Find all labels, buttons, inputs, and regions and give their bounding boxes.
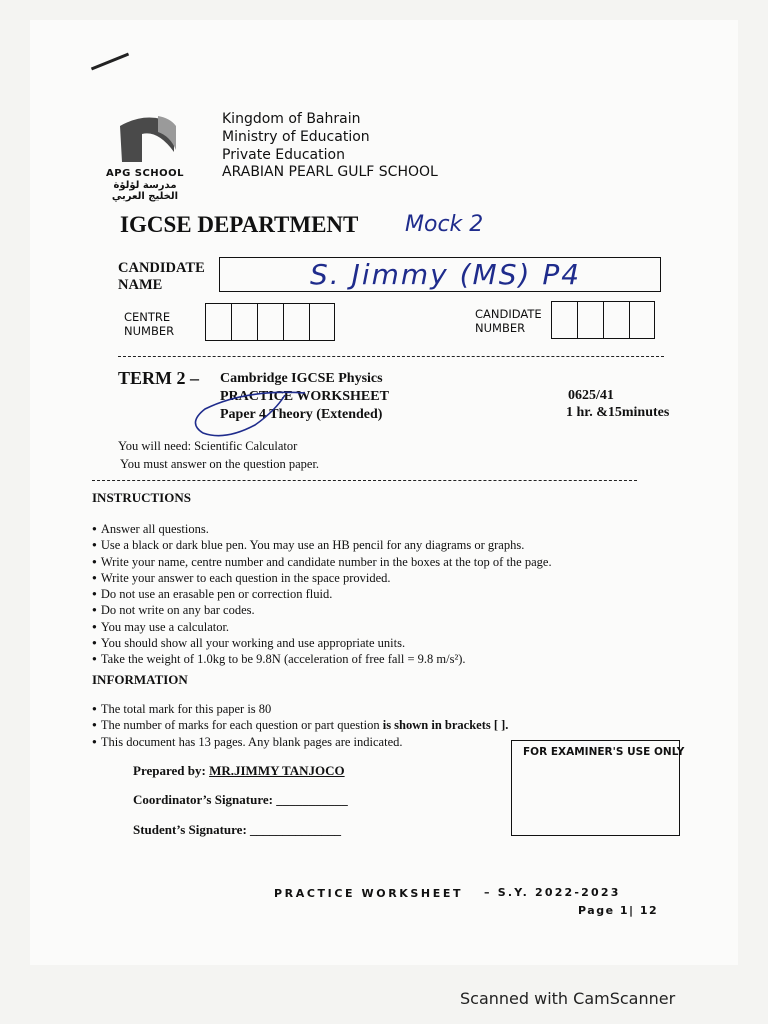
term-label: TERM 2 – — [118, 368, 199, 388]
camscanner-watermark: Scanned with CamScanner — [460, 989, 676, 1008]
footer-page-number: Page 1| 12 — [578, 904, 659, 917]
student-signature: Student’s Signature: ______________ — [133, 822, 342, 837]
handwritten-circle — [185, 385, 315, 445]
instruction-item: ● Do not write on any bar codes. — [92, 602, 552, 618]
need-calculator: You will need: Scientific Calculator — [118, 439, 298, 453]
footer-school-year: – S.Y. 2022-2023 — [484, 886, 621, 899]
prepared-by — [133, 763, 345, 779]
need-answer: You must answer on the question paper. — [120, 457, 320, 471]
header-line-school: ARABIAN PEARL GULF SCHOOL — [222, 164, 438, 180]
instruction-item: ● Write your answer to each question in the space provided. — [92, 570, 552, 586]
term-paper: Paper 4 Theory (Extended) — [220, 407, 383, 422]
handwritten-name: S. Jimmy (MS) P4 — [310, 258, 582, 291]
information-item — [92, 717, 508, 733]
information-item-bold: is shown in brackets [ ]. — [382, 718, 509, 733]
instructions-heading: INSTRUCTIONS — [92, 490, 191, 505]
header-line-private: Private Education — [222, 147, 345, 163]
handwritten-mock: Mock 2 — [405, 212, 484, 237]
department-title: IGCSE DEPARTMENT — [120, 212, 359, 237]
divider-1 — [118, 356, 664, 357]
instruction-item: ● Answer all questions. — [92, 521, 552, 537]
information-item-text: The number of marks for each question or part question — [100, 718, 383, 733]
logo-text-en: APG SCHOOL — [106, 168, 185, 179]
examiner-box-label: FOR EXAMINER'S USE ONLY — [523, 746, 685, 758]
candidate-number-label: CANDIDATE NUMBER — [475, 307, 542, 335]
candidate-number-boxes[interactable] — [551, 301, 655, 339]
footer-worksheet: PRACTICE WORKSHEET — [274, 887, 464, 900]
instruction-item: ● You may use a calculator. — [92, 619, 552, 635]
header-line-ministry: Ministry of Education — [222, 129, 370, 145]
instructions-list — [92, 521, 552, 668]
information-item: ● The total mark for this paper is 80 — [92, 701, 508, 717]
prepared-by-label: Prepared by: — [133, 763, 206, 778]
coordinator-signature: Coordinator’s Signature: ___________ — [133, 792, 348, 807]
logo-text-ar: مدرسة لؤلؤة الخليج العربي — [111, 180, 179, 202]
instruction-item: ● Take the weight of 1.0kg to be 9.8N (acceleration of free fall = 9.8 m/s²). — [92, 651, 552, 667]
paper-duration: 1 hr. &15minutes — [566, 405, 670, 420]
prepared-by-name: MR.JIMMY TANJOCO — [209, 763, 345, 778]
instruction-item: ● Write your name, centre number and candidate number in the boxes at the top of the page. — [92, 554, 552, 570]
instruction-item: ● Do not use an erasable pen or correction fluid. — [92, 586, 552, 602]
header-line-kingdom: Kingdom of Bahrain — [222, 111, 361, 127]
information-item: ● This document has 13 pages. Any blank pages are indicated. — [92, 734, 508, 750]
centre-number-label: CENTRE NUMBER — [124, 310, 175, 338]
paper-code: 0625/41 — [568, 388, 614, 403]
instruction-item: ● You should show all your working and use appropriate units. — [92, 635, 552, 651]
term-worksheet: PRACTICE WORKSHEET — [220, 389, 389, 404]
candidate-name-label: CANDIDATE NAME — [118, 260, 205, 293]
information-list — [92, 701, 508, 750]
term-subject: Cambridge IGCSE Physics — [220, 371, 383, 386]
information-heading: INFORMATION — [92, 672, 188, 687]
instruction-item: ● Use a black or dark blue pen. You may use an HB pencil for any diagrams or graphs. — [92, 537, 552, 553]
school-logo-icon — [118, 112, 178, 168]
centre-number-boxes[interactable] — [205, 303, 335, 341]
divider-2 — [92, 480, 637, 481]
